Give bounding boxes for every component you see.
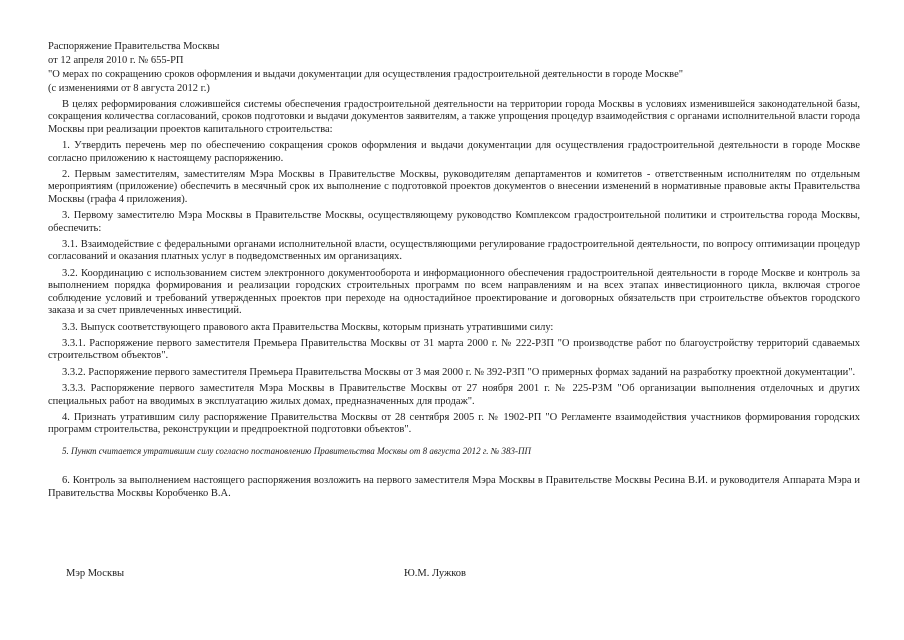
- paragraph-preamble: В целях реформирования сложившейся системы обеспечения градостроительной деятельности на территории города Москвы в условиях изменившейся законодательной базы, сокращения количества согласований, сроков подготовки и выдачи документов заявителям, а также упрощения процедур взаимодействия с органами исполнительной власти города Москвы при реализации проектов капитального строительства:: [48, 99, 860, 135]
- paragraph-3-3: 3.3. Выпуск соответствующего правового акта Правительства Москвы, которым признать утратившими силу:: [62, 321, 554, 333]
- paragraph-3-3-1: 3.3.1. Распоряжение первого заместителя Премьера Правительства Москвы от 31 марта 2000 г. № 222-РЗП "О производстве работ по благоустройству территорий сдаваемых строительством объектов".: [48, 337, 860, 362]
- paragraph-3-1: 3.1. Взаимодействие с федеральными органами исполнительной власти, осуществляющими регулирование градостроительной деятельности, по вопросу оптимизации процедур согласований и оказания платных услуг в подведомственных им организациях.: [48, 239, 860, 263]
- signatory-position: Мэр Москвы: [66, 568, 125, 579]
- document-date-number: от 12 апреля 2010 г. № 655-РП: [48, 55, 184, 66]
- paragraph-3-3-2: 3.3.2. Распоряжение первого заместителя Премьера Правительства Москвы от 3 мая 2000 г. № 392-РЗП "О примерных формах заданий на разработку проектной документации".: [62, 366, 856, 378]
- paragraph-1: 1. Утвердить перечень мер по обеспечению сокращения сроков оформления и выдачи документации для осуществления градостроительной деятельности в городе Москве согласно приложению к настоящему распоряжению.: [48, 140, 860, 164]
- paragraph-6: 6. Контроль за выполнением настоящего распоряжения возложить на первого заместителя Мэра Москвы в Правительстве Москвы Ресина В.И. и руководителя Аппарата Мэра и Правительства Москвы Коробченко В.А.: [48, 475, 860, 499]
- document-amendments: (с изменениями от 8 августа 2012 г.): [48, 83, 210, 94]
- paragraph-2: 2. Первым заместителям, заместителям Мэра Москвы в Правительстве Москвы, руководителям департаментов и комитетов - ответственным исполнителям по отдельным мероприятиям (приложение) обеспечить в месячный срок их выполнение с подготовкой проектов документов о внесении изменений в нормативные правовые акты Правительства Москвы (графа 4 приложения).: [48, 169, 860, 205]
- signatory-name: Ю.М. Лужков: [404, 568, 467, 579]
- paragraph-5-note: 5. Пункт считается утратившим силу согласно постановлению Правительства Москвы от 8 августа 2012 г. № 383-ПП: [62, 445, 531, 456]
- paragraph-3-3-3: 3.3.3. Распоряжение первого заместителя Мэра Москвы в Правительстве Москвы от 27 ноября 2001 г. № 225-РЗМ "Об организации выполнения отделочных и других специальных работ на вводимых в эксплуатацию жилых домах, предназначенных для продаж".: [48, 383, 860, 407]
- document-body: [48, 99, 860, 504]
- document-subject: "О мерах по сокращению сроков оформления и выдачи документации для осуществления градостроительной деятельности в городе Москве": [48, 69, 684, 80]
- document-title: Распоряжение Правительства Москвы: [48, 41, 220, 52]
- paragraph-3: 3. Первому заместителю Мэра Москвы в Правительстве Москвы, осуществляющему руководство Комплексом градостроительной политики и строительства города Москвы, обеспечить:: [48, 210, 860, 234]
- paragraph-4: 4. Признать утратившим силу распоряжение Правительства Москвы от 28 сентября 2005 г. № 1902-РП "О Регламенте взаимодействия участников формирования городских программ строительства, реконструкции и предпроектной подготовки объектов".: [48, 411, 860, 436]
- document-header: [48, 40, 868, 96]
- paragraph-3-2: 3.2. Координацию с использованием систем электронного документооборота и информационного обеспечения градостроительной деятельности в городе Москве и контроль за выполнением порядка формирования и реализации городских строительных программ по всем направлениям и на всех этапах инвестиционного цикла, включая строгое соблюдение условий и требований утвержденных проектов при переходе на одностадийное проектирование и договорных обязательств при строительстве объектов городского заказа и за счет привлеченных инвестиций.: [48, 267, 860, 317]
